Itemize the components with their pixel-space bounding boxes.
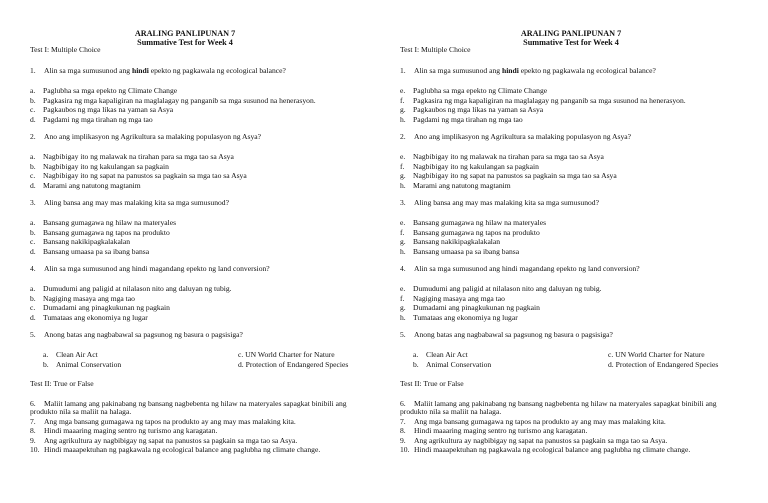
answer-choice	[400, 87, 547, 95]
choice-letter: e.	[400, 152, 406, 161]
true-false-item	[400, 427, 587, 435]
choice-text: Nagiging masaya ang mga tao	[43, 293, 135, 303]
choice-text: Pagdami ng mga tirahan ng mga tao	[413, 114, 523, 124]
choice-letter: c.	[30, 171, 36, 180]
question-5	[30, 331, 243, 339]
answer-choice	[413, 351, 468, 359]
choice-letter: h.	[400, 180, 406, 190]
choice-letter: f.	[400, 161, 405, 171]
choice-text: Dumudumi ang paligid at nilalason nito ang daluyan ng tubig.	[413, 284, 602, 293]
choice-letter: d.	[30, 312, 36, 322]
item-number: 10.	[30, 445, 40, 454]
question-4	[400, 265, 640, 273]
item-text: Hindi maaapektuhan ng pagkawala ng ecological balance ang paglubha ng climate change.	[414, 445, 691, 454]
choice-letter: a.	[30, 218, 36, 227]
item-text: Maliit lamang ang pakinabang ng bansang nagbebenta ng hilaw na materyales sapagkat binibili ang produkto nila sa maliit na halaga.	[400, 399, 717, 416]
answer-choice	[400, 172, 617, 180]
answer-choice	[400, 229, 540, 237]
question-text: Anong batas ang nagbabawal sa pagsunog ng basura o pagsisiga?	[414, 330, 613, 339]
choice-letter: b.	[30, 95, 36, 105]
choice-text: d. Protection of Endangered Species	[238, 359, 349, 369]
answer-choice	[30, 229, 170, 237]
item-number: 9.	[30, 436, 36, 445]
item-text: Maliit lamang ang pakinabang ng bansang nagbebenta ng hilaw na materyales sapagkat binibili ang produkto nila sa maliit na halaga.	[30, 399, 347, 416]
answer-choice	[30, 163, 169, 171]
answer-choice	[400, 285, 602, 293]
answer-choice	[608, 351, 705, 359]
item-text: Hindi maaaring maging sentro ng turismo ang karagatan.	[414, 426, 588, 435]
answer-choice	[30, 97, 316, 105]
choice-letter: h.	[400, 246, 406, 256]
answer-choice	[30, 87, 177, 95]
choice-letter: h.	[400, 114, 406, 124]
choice-text: Tumataas ang ekonomiya ng lugar	[43, 312, 148, 322]
choice-letter: f.	[400, 227, 405, 237]
choice-text: c. UN World Charter for Nature	[238, 350, 335, 359]
choice-text: Animal Conservation	[56, 359, 122, 369]
question-emphasis: hindi	[131, 66, 149, 75]
item-number: 6.	[400, 399, 406, 408]
worksheet-subtitle: Summative Test for Week 4	[523, 37, 619, 47]
worksheet-title: ARALING PANLIPUNAN 7	[520, 29, 622, 38]
worksheet-header	[0, 0, 370, 47]
choice-text: Dumadami ang pinagkukunan ng pagkain	[43, 303, 170, 312]
choice-letter: c.	[30, 105, 36, 114]
choice-text: Nagiging masaya ang mga tao	[413, 293, 505, 303]
true-false-item	[30, 437, 297, 445]
question-2	[400, 133, 631, 141]
question-number: 5.	[400, 330, 406, 339]
answer-choice	[400, 238, 500, 246]
true-false-item	[400, 418, 666, 426]
true-false-item	[400, 446, 690, 454]
choice-text: Bansang gumagawa ng hilaw na materyales	[413, 218, 547, 227]
choice-letter: a.	[43, 350, 49, 359]
choice-letter: e.	[400, 86, 406, 95]
choice-letter: a.	[30, 152, 36, 161]
item-number: 6.	[30, 399, 36, 408]
item-number: 7.	[400, 417, 406, 426]
question-text: Alin sa mga sumusunod ang hindi magandang epekto ng land conversion?	[414, 264, 640, 273]
item-number: 9.	[400, 436, 406, 445]
item-text: Hindi maaapektuhan ng pagkawala ng ecological balance ang paglubha ng climate change.	[44, 445, 321, 454]
item-text: Hindi maaaring maging sentro ng turismo ang karagatan.	[44, 426, 218, 435]
answer-choice	[400, 153, 604, 161]
choice-text: Bansang umaasa pa sa ibang bansa	[43, 246, 150, 256]
answer-choice	[30, 219, 176, 227]
choice-text: Bansang umaasa pa sa ibang bansa	[413, 246, 520, 256]
worksheet-copy-left	[0, 0, 370, 503]
choice-letter: d.	[30, 114, 36, 124]
question-text: Ano ang implikasyon ng Agrikultura sa malaking populasyon ng Asya?	[414, 132, 632, 141]
true-false-item	[400, 400, 740, 416]
choice-text: Pagkaubos ng mga likas na yaman sa Asya	[413, 105, 544, 114]
question-number: 4.	[30, 264, 36, 273]
answer-choice	[400, 219, 546, 227]
question-3	[400, 199, 599, 207]
answer-choice	[30, 106, 173, 114]
question-text: Anong batas ang nagbabawal sa pagsunog ng basura o pagsisiga?	[44, 330, 243, 339]
choice-text: Marami ang natutong magtanim	[43, 180, 141, 190]
choice-text: Clean Air Act	[426, 350, 468, 359]
choice-text: Pagdami ng mga tirahan ng mga tao	[43, 114, 153, 124]
answer-choice	[413, 361, 491, 369]
answer-choice	[43, 351, 98, 359]
choice-letter: e.	[400, 284, 406, 293]
question-text: Ano ang implikasyon ng Agrikultura sa malaking populasyon ng Asya?	[44, 132, 262, 141]
answer-choice	[43, 361, 121, 369]
answer-choice	[400, 182, 511, 190]
true-false-item	[400, 437, 667, 445]
question-text: Alin sa mga sumusunod ang hindi magandang epekto ng land conversion?	[44, 264, 270, 273]
question-text: Alin sa mga sumusunod ang	[44, 66, 132, 75]
true-false-item	[30, 400, 348, 416]
choice-text: Nagbibigay ito ng sapat na panustos sa pagkain sa mga tao sa Asya	[413, 171, 617, 180]
question-number: 5.	[30, 330, 36, 339]
choice-text: Nagbibigay ito ng kakulangan sa pagkain	[413, 161, 539, 171]
answer-choice	[30, 295, 135, 303]
answer-choice	[400, 248, 519, 256]
item-number: 7.	[30, 417, 36, 426]
question-text-end: epekto ng pagkawala ng ecological balance?	[148, 66, 286, 75]
choice-text: Bansang nakikipagkalakalan	[43, 237, 131, 246]
choice-text: Nagbibigay ito ng sapat na panustos sa pagkain sa mga tao sa Asya	[43, 171, 247, 180]
item-number: 8.	[30, 426, 36, 435]
choice-text: Nagbibigay ito ng malawak na tirahan para sa mga tao sa Asya	[43, 152, 234, 161]
item-text: Ang agrikultura ay nagbibigay ng sapat na panustos sa pagkain sa mga tao sa Asya.	[414, 436, 668, 445]
answer-choice	[30, 116, 153, 124]
answer-choice	[400, 116, 523, 124]
question-number: 4.	[400, 264, 406, 273]
question-number: 1.	[400, 66, 406, 75]
answer-choice	[30, 172, 247, 180]
item-number: 10.	[400, 445, 410, 454]
choice-text: Bansang gumagawa ng tapos na produkto	[413, 227, 540, 237]
answer-choice	[400, 163, 539, 171]
choice-letter: b.	[30, 161, 36, 171]
choice-text: Tumataas ang ekonomiya ng lugar	[413, 312, 518, 322]
answer-choice	[30, 153, 234, 161]
choice-letter: c.	[30, 303, 36, 312]
section-heading-test1: Test I: Multiple Choice	[30, 45, 101, 54]
question-4	[30, 265, 270, 273]
worksheet-subtitle: Summative Test for Week 4	[137, 37, 233, 47]
choice-text: d. Protection of Endangered Species	[608, 359, 719, 369]
choice-letter: f.	[400, 293, 405, 303]
choice-letter: g.	[400, 171, 406, 180]
answer-choice	[30, 238, 130, 246]
choice-letter: b.	[43, 359, 49, 369]
choice-text: Pagkasira ng mga kapaligiran na maglalagay ng panganib sa mga susunod na henerasyon.	[43, 95, 316, 105]
choice-letter: b.	[413, 359, 419, 369]
answer-choice	[30, 314, 148, 322]
choice-text: Animal Conservation	[426, 359, 492, 369]
answer-choice	[608, 361, 718, 369]
answer-choice	[400, 304, 540, 312]
worksheet-header	[386, 0, 756, 47]
choice-text: Bansang gumagawa ng tapos na produkto	[43, 227, 170, 237]
answer-choice	[238, 361, 348, 369]
question-5	[400, 331, 613, 339]
choice-text: Dumudumi ang paligid at nilalason nito ang daluyan ng tubig.	[43, 284, 232, 293]
choice-letter: e.	[400, 218, 406, 227]
choice-letter: h.	[400, 312, 406, 322]
choice-letter: c.	[30, 237, 36, 246]
answer-choice	[30, 304, 170, 312]
answer-choice	[400, 106, 543, 114]
choice-text: Pagkaubos ng mga likas na yaman sa Asya	[43, 105, 174, 114]
item-number: 8.	[400, 426, 406, 435]
choice-letter: d.	[30, 180, 36, 190]
choice-text: Paglubha sa mga epekto ng Climate Change	[413, 86, 548, 95]
question-emphasis: hindi	[501, 66, 519, 75]
answer-choice	[30, 248, 149, 256]
choice-letter: g.	[400, 303, 406, 312]
choice-letter: g.	[400, 237, 406, 246]
choice-text: Nagbibigay ito ng kakulangan sa pagkain	[43, 161, 169, 171]
true-false-item	[30, 446, 320, 454]
choice-letter: a.	[30, 86, 36, 95]
question-number: 3.	[400, 198, 406, 207]
section-heading-test1: Test I: Multiple Choice	[400, 45, 471, 54]
question-number: 2.	[400, 132, 406, 141]
choice-letter: b.	[30, 227, 36, 237]
choice-text: Bansang nakikipagkalakalan	[413, 237, 501, 246]
section-heading-test2: Test II: True or False	[30, 379, 94, 388]
true-false-item	[30, 427, 217, 435]
question-text: Alin sa mga sumusunod ang	[414, 66, 502, 75]
choice-text: Marami ang natutong magtanim	[413, 180, 511, 190]
choice-text: c. UN World Charter for Nature	[608, 350, 705, 359]
question-1	[30, 67, 286, 75]
answer-choice	[30, 285, 232, 293]
question-text: Aling bansa ang may mas malaking kita sa mga sumusunod?	[414, 198, 599, 207]
answer-choice	[400, 314, 518, 322]
choice-text: Nagbibigay ito ng malawak na tirahan para sa mga tao sa Asya	[413, 152, 604, 161]
true-false-item	[30, 418, 296, 426]
question-text-end: epekto ng pagkawala ng ecological balance?	[518, 66, 656, 75]
choice-letter: a.	[30, 284, 36, 293]
choice-text: Paglubha sa mga epekto ng Climate Change	[43, 86, 178, 95]
choice-text: Bansang gumagawa ng hilaw na materyales	[43, 218, 177, 227]
question-3	[30, 199, 229, 207]
answer-choice	[400, 97, 686, 105]
worksheet-copy-right	[386, 0, 756, 503]
choice-text: Clean Air Act	[56, 350, 98, 359]
item-text: Ang agrikultura ay nagbibigay ng sapat na panustos sa pagkain sa mga tao sa Asya.	[44, 436, 298, 445]
item-text: Ang mga bansang gumagawa ng tapos na produkto ay ang may mas malaking kita.	[414, 417, 666, 426]
question-1	[400, 67, 656, 75]
item-text: Ang mga bansang gumagawa ng tapos na produkto ay ang may mas malaking kita.	[44, 417, 296, 426]
answer-choice	[30, 182, 141, 190]
section-heading-test2: Test II: True or False	[400, 379, 464, 388]
worksheet-title: ARALING PANLIPUNAN 7	[134, 29, 236, 38]
question-number: 2.	[30, 132, 36, 141]
choice-text: Pagkasira ng mga kapaligiran na maglalagay ng panganib sa mga susunod na henerasyon.	[413, 95, 686, 105]
question-text: Aling bansa ang may mas malaking kita sa mga sumusunod?	[44, 198, 229, 207]
choice-letter: g.	[400, 105, 406, 114]
choice-letter: b.	[30, 293, 36, 303]
choice-letter: d.	[30, 246, 36, 256]
answer-choice	[400, 295, 505, 303]
choice-letter: f.	[400, 95, 405, 105]
question-2	[30, 133, 261, 141]
answer-choice	[238, 351, 335, 359]
choice-text: Dumadami ang pinagkukunan ng pagkain	[413, 303, 540, 312]
question-number: 3.	[30, 198, 36, 207]
choice-letter: a.	[413, 350, 419, 359]
question-number: 1.	[30, 66, 36, 75]
